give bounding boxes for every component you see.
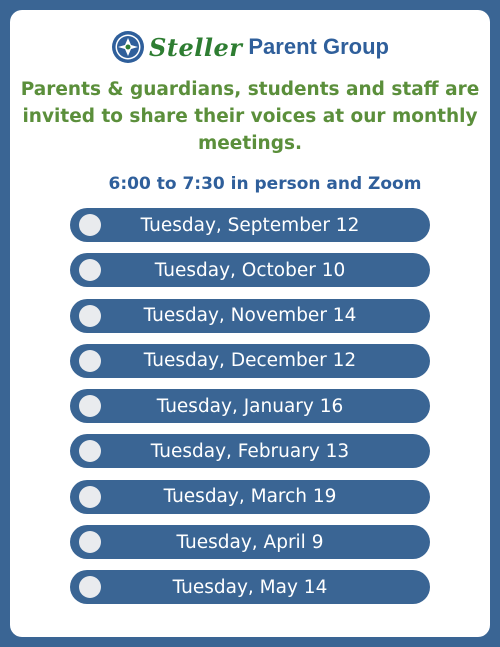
meeting-date-label: Tuesday, February 13 xyxy=(150,440,350,462)
radio-circle-icon[interactable] xyxy=(79,486,101,508)
intro-text: Parents & guardians, students and staff are invited to share their voices at our monthly meetings. xyxy=(20,79,480,154)
meeting-date-row[interactable] xyxy=(70,434,430,468)
meeting-date-row[interactable] xyxy=(70,344,430,378)
meeting-date-row[interactable] xyxy=(70,208,430,242)
steller-seal-icon xyxy=(111,30,145,64)
radio-circle-icon[interactable] xyxy=(79,305,101,327)
radio-circle-icon[interactable] xyxy=(79,214,101,236)
brand-name-script: Steller xyxy=(149,32,243,62)
meeting-date-row[interactable] xyxy=(70,389,430,423)
meeting-date-row[interactable] xyxy=(70,480,430,514)
meeting-date-label: Tuesday, March 19 xyxy=(163,486,337,508)
radio-circle-icon[interactable] xyxy=(79,395,101,417)
meeting-date-label: Tuesday, January 16 xyxy=(156,395,344,417)
radio-circle-icon[interactable] xyxy=(79,531,101,553)
brand-name-rest: Parent Group xyxy=(248,34,389,59)
flyer-card xyxy=(10,10,490,637)
radio-circle-icon[interactable] xyxy=(79,440,101,462)
meeting-date-list xyxy=(70,208,430,616)
meeting-date-label: Tuesday, November 14 xyxy=(143,305,357,327)
header xyxy=(10,30,490,64)
meeting-date-label: Tuesday, April 9 xyxy=(176,531,324,553)
meeting-date-label: Tuesday, December 12 xyxy=(143,350,357,372)
meeting-date-label: Tuesday, September 12 xyxy=(140,214,360,236)
meeting-time: 6:00 to 7:30 in person and Zoom xyxy=(108,174,422,194)
meeting-date-row[interactable] xyxy=(70,570,430,604)
meeting-date-row[interactable] xyxy=(70,299,430,333)
meeting-date-row[interactable] xyxy=(70,253,430,287)
meeting-date-label: Tuesday, October 10 xyxy=(154,259,346,281)
meeting-date-row[interactable] xyxy=(70,525,430,559)
radio-circle-icon[interactable] xyxy=(79,259,101,281)
radio-circle-icon[interactable] xyxy=(79,576,101,598)
radio-circle-icon[interactable] xyxy=(79,350,101,372)
meeting-date-label: Tuesday, May 14 xyxy=(172,576,328,598)
